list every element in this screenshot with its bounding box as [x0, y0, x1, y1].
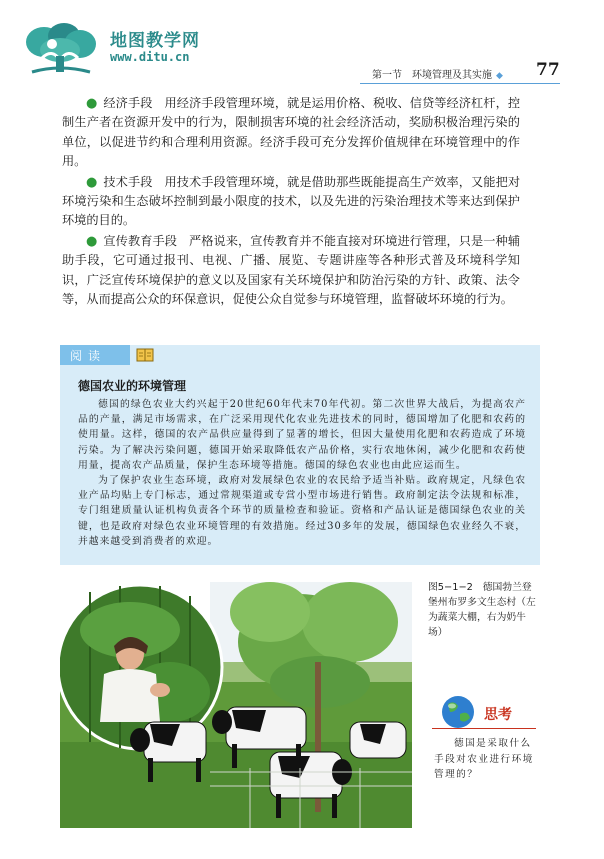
main-body — [62, 94, 520, 310]
paragraph-text: 用经济手段管理环境，就是运用价格、税收、信贷等经济杠杆，控制生产者在资源开发中的行为，限制损害环境的社会经济活动，奖励积极治理污染的单位，以促进节约和合理利用资源。经济手段可充分发挥价值规律在环境管理中的作用。 — [62, 96, 521, 169]
paragraph-technical — [62, 173, 520, 231]
reading-paragraph: 为了保护农业生态环境，政府对发展绿色农业的农民给予适当补贴。政府规定，凡绿色农业产品均贴上专门标志，通过常规渠道或专営小型市场进行销售。政府制定法令法规和标准，专门组建质量认证机构负责各个环节的质量检查和验证。资格和产品认证是德国绿色农业的关键，也是政府对绿色农业环境管理的有效措施。经过30多年的发展，德国绿色农业经久不衰，并越来越受到消费者的欢迎。 — [78, 475, 526, 547]
section-title: 第一节 环境管理及其实施 — [372, 70, 492, 81]
term-label: 宣传教育手段 — [103, 233, 177, 248]
paragraph-text: 严格说来，宣传教育并不能直接对环境进行管理，只是一种辅助手段，它可通过报刊、电视、广播、展览、专题讲座等各种形式普及环境科学知识，广泛宣传环境保护的意义以及国家有关环境保护和防治污染的方针、政策、法令等，从而提高公众的环保意识，促使公众自觉参与环境管理，监督破坏环境的行为。 — [62, 233, 521, 307]
page-number: 77 — [536, 60, 560, 80]
site-logo — [22, 22, 242, 74]
farm-photo — [60, 572, 412, 828]
think-box — [432, 694, 542, 804]
term-label: 技术手段 — [103, 174, 153, 189]
logo-title: 地图教学网 — [110, 31, 200, 51]
term-label: 经济手段 — [103, 96, 153, 110]
green-dot-icon: ● — [86, 174, 98, 190]
book-icon — [136, 347, 154, 363]
green-dot-icon: ● — [86, 233, 98, 249]
reading-paragraph: 德国的绿色农业大约兴起于20世纪60年代末70年代初。第二次世界大战后，为提高农产品的产量，满足市场需求，在广泛采用现代化农业先进技术的同时，德国增加了化肥和农药的使用量。这样，德国的农产品供应量得到了显著的增长，但因大量使用化肥和农药造成了环境污染。为了解决污染问题，德国开始采取降低农产品价格，实行农地休闲，减少化肥和农药使用量，提高农产品质量，保护生态环境等措施。德国的绿色农业也由此应运而生。 — [78, 399, 526, 471]
figure-caption: 图5−1−2 德国勃兰登堡州布罗多文生态村（左为蔬菜大棚，右为奶牛场） — [428, 582, 536, 638]
globe-icon — [436, 694, 480, 730]
running-head — [372, 66, 532, 81]
tree-logo-icon — [22, 22, 100, 74]
reading-label: 阅读 — [70, 349, 107, 363]
green-dot-icon: ● — [86, 96, 98, 111]
paragraph-economic — [62, 94, 520, 172]
reading-tab — [60, 345, 130, 365]
paragraph-education — [62, 232, 520, 310]
logo-url: www.ditu.cn — [110, 50, 190, 64]
reading-title: 德国农业的环境管理 — [78, 379, 187, 393]
diamond-icon: ◆ — [496, 71, 503, 81]
reading-text — [78, 397, 526, 549]
header-rule — [360, 83, 560, 84]
think-rule — [432, 728, 536, 729]
reading-box — [60, 345, 540, 565]
paragraph-text: 用技术手段管理环境，就是借助那些既能提高生产效率，又能把对环境污染和生态破坏控制到最小限度的技术，以及先进的污染治理技术等来达到保护环境的目的。 — [62, 174, 521, 228]
think-title: 思考 — [484, 707, 512, 723]
think-question: 德国是采取什么手段对农业进行环境管理的？ — [434, 738, 534, 780]
